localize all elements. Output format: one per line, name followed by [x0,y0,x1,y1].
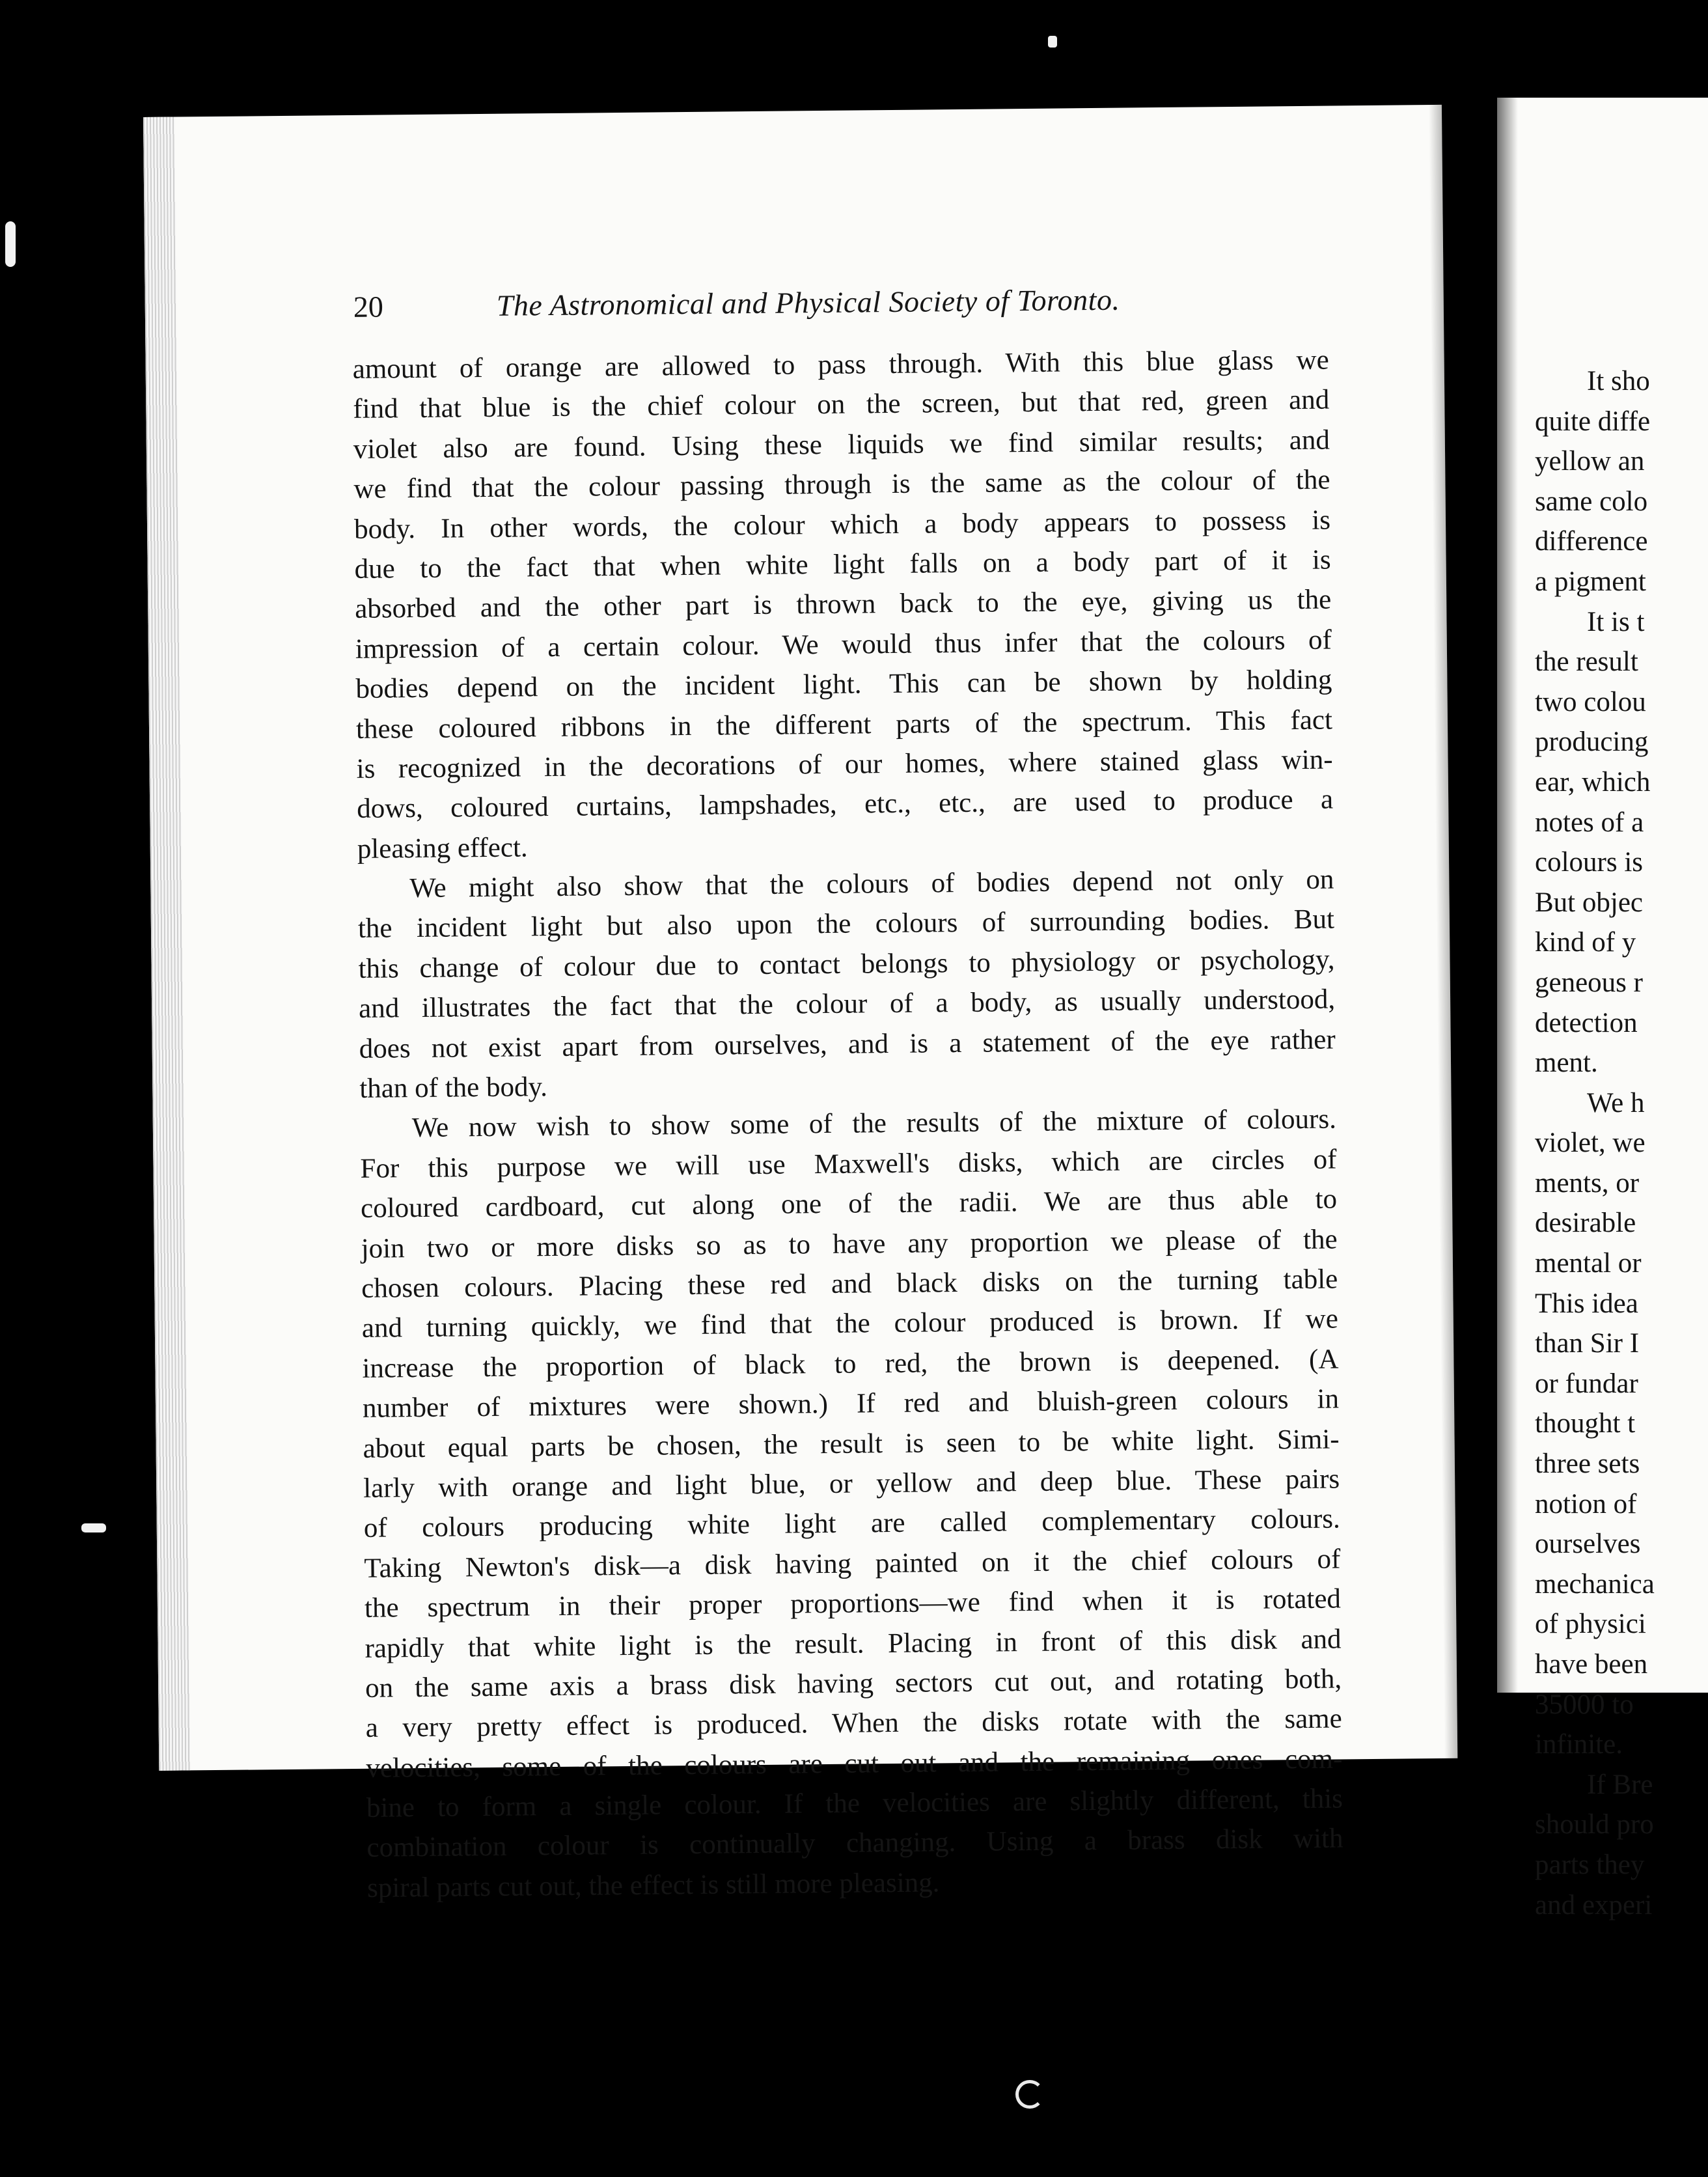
text-line: does not exist apart from ourselves, and is a statement of the eye rather [359,1024,1336,1064]
gutter-shadow [1497,98,1518,1693]
body-text [352,340,1343,1909]
text-line: on the same axis a brass disk having sectors cut out, and rotating both, [365,1663,1342,1704]
text-line: violet also are found. Using these liquids we find similar results; and [353,424,1330,465]
right-page [1497,98,1708,1920]
text-line: This idea [1535,1288,1638,1319]
text-line: rapidly that white light is the result. Placing in front of this disk and [365,1623,1342,1664]
text-line: same colo [1535,486,1648,517]
paragraph-start-line: We might also show that the colours of bodies depend not only on [409,864,1334,904]
running-head-title: The Astronomical and Physical Society of Toronto. [496,283,1120,322]
text-line: body. In other words, the colour which a body appears to possess is [353,505,1331,545]
text-line: and turning quickly, we find that the colour produced is brown. If we [361,1303,1339,1344]
text-line: violet, we [1535,1128,1646,1159]
text-line: 35000 to [1535,1689,1634,1720]
text-line: colours is [1535,847,1644,878]
text-line: We h [1587,1087,1645,1118]
text-line: or fundar [1535,1368,1638,1399]
text-line: mental or [1535,1248,1642,1279]
text-line: we find that the colour passing through is the same as the colour of the [353,464,1330,505]
text-line: pleasing effect. [357,832,528,865]
text-line: is recognized in the decorations of our homes, where stained glass win- [356,744,1333,784]
text-line: chosen colours. Placing these red and black disks on the turning table [361,1264,1338,1304]
text-line: detection [1535,1007,1638,1038]
scan-speck [1048,36,1057,48]
text-line: of physici [1535,1609,1646,1640]
text-line: number of mixtures were shown.) If red and bluish-green colours in [362,1383,1340,1424]
text-line: difference [1535,526,1648,557]
scan-speck [5,221,16,267]
text-line: spiral parts cut out, the effect is still more pleasing. [366,1867,940,1904]
text-line: thought t [1535,1408,1636,1439]
text-line: If Bre [1587,1769,1653,1800]
text-line: ourselves [1535,1529,1641,1560]
text-line: ment. [1535,1047,1598,1079]
text-line: these coloured ribbons in the different parts of the spectrum. This fact [355,704,1333,745]
text-line: kind of y [1535,927,1636,958]
text-line: of colours producing white light are called complementary colours. [363,1503,1340,1544]
scan-speck [81,1523,106,1532]
text-line: infinite. [1535,1729,1623,1760]
text-line: parts they [1535,1849,1645,1880]
paragraph-start-line: We now wish to show some of the results of the mixture of colours. [411,1103,1337,1144]
page-number: 20 [353,290,384,324]
text-line: But objec [1535,887,1643,918]
text-line: amount of orange are allowed to pass through. With this blue glass we [352,344,1329,385]
text-line: than of the body. [359,1072,548,1104]
text-line: three sets [1535,1449,1640,1480]
text-line: a very pretty effect is produced. When the disks rotate with the same [365,1703,1342,1744]
text-line: combination colour is continually changing. Using a brass disk with [366,1823,1343,1864]
text-line: quite diffe [1535,406,1651,437]
text-line: this change of colour due to contact belongs to physiology or psychology, [358,944,1335,984]
text-line: bodies depend on the incident light. This can be shown by holding [355,664,1332,705]
text-line: It is t [1587,606,1645,637]
text-line: about equal parts be chosen, the result is seen to be white light. Simi- [363,1424,1340,1464]
text-line: a pigment [1535,566,1646,597]
text-line: increase the proportion of black to red, the brown is deepened. (A [362,1344,1339,1384]
text-line: two colou [1535,686,1646,717]
text-line: the spectrum in their proper proportions—we find when it is rotated [364,1583,1342,1624]
right-body-text [1535,361,1708,1925]
text-line: and experi [1535,1889,1653,1920]
text-line: larly with orange and light blue, or yellow and deep blue. These pairs [363,1463,1340,1504]
text-line: and illustrates the fact that the colour of a body, as usually understood, [358,984,1336,1025]
text-line: have been [1535,1649,1648,1680]
text-line: than Sir I [1535,1328,1640,1359]
text-line: It sho [1587,366,1650,396]
text-line: For this purpose we will use Maxwell's disks, which are circles of [360,1144,1337,1184]
page-edge-stack [143,117,190,1771]
text-line: coloured cardboard, cut along one of the radii. We are thus able to [360,1184,1338,1225]
text-line: ear, which [1535,766,1651,797]
text-line: Taking Newton's disk—a disk having painted on it the chief colours of [364,1544,1341,1584]
text-line: geneous r [1535,967,1643,998]
text-line: notes of a [1535,807,1644,838]
text-line: producing [1535,727,1649,758]
text-line: notion of [1535,1488,1637,1519]
text-line: the incident light but also upon the colours of surrounding bodies. But [357,904,1335,945]
text-line: should pro [1535,1809,1654,1840]
text-line: bine to form a single colour. If the velocities are slightly different, this [366,1783,1343,1823]
text-line: dows, coloured curtains, lampshades, etc., etc., are used to produce a [356,784,1334,825]
text-line: impression of a certain colour. We would thus infer that the colours of [355,624,1332,665]
text-line: desirable [1535,1208,1636,1239]
text-line: mechanica [1535,1568,1655,1600]
gutter-shadow [1429,105,1457,1758]
text-line: due to the fact that when white light falls on a body part of it is [354,544,1331,585]
text-line: ments, or [1535,1167,1640,1199]
running-head [353,281,1330,335]
text-line: absorbed and the other part is thrown back to the eye, giving us the [355,584,1332,625]
text-line: join two or more disks so as to have any proportion we please of the [361,1224,1338,1264]
scan-speck [1015,2080,1044,2109]
text-line: the result [1535,646,1638,678]
text-line: find that blue is the chief colour on the screen, but that red, green and [353,384,1330,425]
text-line: velocities, some of the colours are cut out and the remaining ones com- [366,1743,1343,1784]
left-page [143,105,1457,1904]
text-line: yellow an [1535,446,1645,477]
